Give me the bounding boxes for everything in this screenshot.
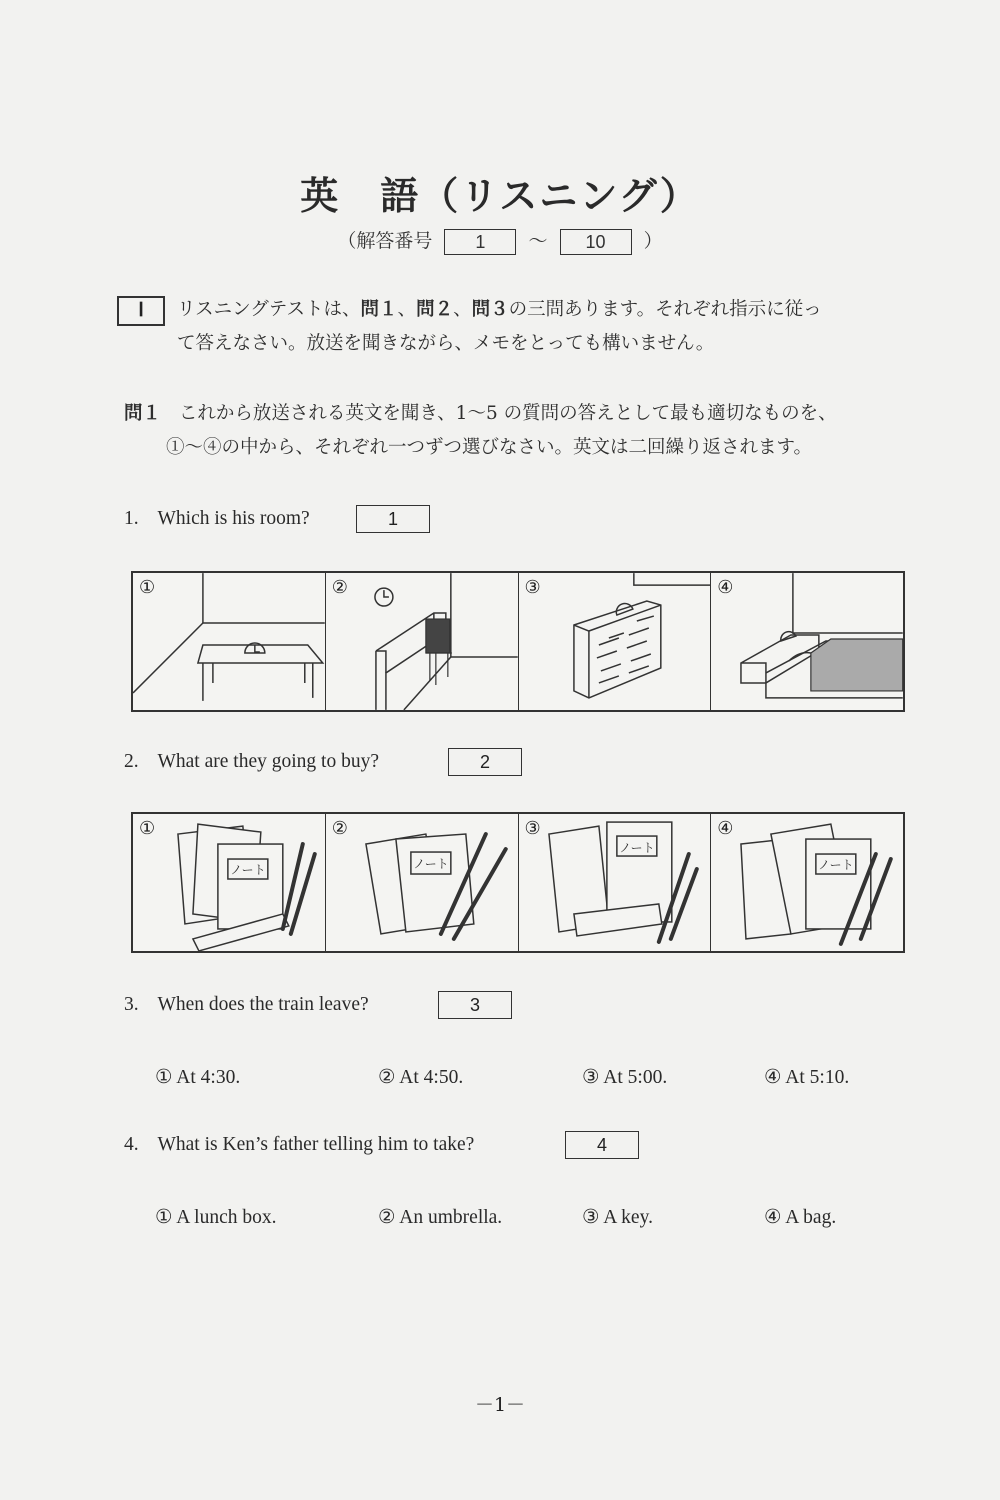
choice-mark: ③ [582,1207,600,1228]
choice-text: At 4:50. [399,1067,464,1088]
option-number: ④ [717,577,734,598]
option-number: ③ [524,577,541,598]
intro-comma: 、 [397,299,417,320]
choice-text: At 5:00. [603,1067,668,1088]
choice-mark: ② [378,1067,396,1088]
q2-option-2[interactable] [326,814,519,951]
question-3 [124,994,369,1016]
notebooks-pencils-image [711,814,903,951]
note-label: ノート [230,863,266,878]
q1-option-2[interactable] [326,573,519,710]
intro-text: の三問あります。それぞれ指示に従っ [508,299,822,320]
range-prefix: （解答番号 [337,230,433,252]
choice-mark: ③ [582,1067,600,1088]
q2-option-4[interactable] [711,814,903,951]
option-number: ④ [717,818,734,839]
question-4 [124,1134,474,1156]
choice-text: A bag. [785,1207,837,1228]
option-number: ② [331,577,348,598]
room-desk-chair-image [326,573,518,710]
question-number: 2. [124,751,139,772]
part1-instructions [124,397,837,465]
answer-box-3[interactable]: 3 [438,991,512,1019]
q4-choice-3[interactable] [582,1205,653,1229]
choice-mark: ① [155,1067,173,1088]
note-label: ノート [818,858,854,873]
notebooks-pencils-image [326,814,518,951]
section-number: Ⅰ [117,296,165,326]
q4-choice-1[interactable] [155,1205,277,1229]
note-label: ノート [412,857,449,872]
notebooks-pencils-ruler-image [133,814,325,951]
question-text: When does the train leave? [157,994,369,1015]
part1-line-1: これから放送される英文を聞き、1～5 の質問の答えとして最も適切なものを、 [178,403,837,424]
page-title: 英 語（リスニング） [300,174,700,218]
q2-option-1[interactable] [133,814,326,951]
option-number: ① [139,577,156,598]
section-instructions [177,293,822,361]
intro-comma: 、 [453,299,472,320]
notebooks-pencils-ruler-image [519,814,711,951]
part1-label: 問１ [124,403,162,424]
question-number: 1. [124,508,139,529]
q4-choice-2[interactable] [378,1205,502,1229]
intro-q2: 問２ [416,299,454,320]
answer-box-4[interactable]: 4 [565,1131,639,1159]
q1-picture-options [131,571,905,712]
answer-box-2[interactable]: 2 [448,748,522,776]
q3-choice-1[interactable] [155,1065,240,1089]
page-number: －1－ [474,1394,526,1416]
question-2 [124,751,379,773]
room-table-clock-image [133,573,325,710]
q3-choice-4[interactable] [764,1065,849,1089]
choice-mark: ② [378,1207,396,1228]
question-number: 3. [124,994,139,1015]
range-suffix: ） [643,230,663,252]
choice-text: A lunch box. [176,1207,277,1228]
part1-line-2: ①～④の中から、それぞれ一つずつ選びなさい。英文は二回繰り返されます。 [166,437,813,458]
intro-q1: 問１ [360,299,398,320]
question-text: What is Ken’s father telling him to take? [157,1134,475,1155]
q1-option-1[interactable] [133,573,326,710]
q3-choice-3[interactable] [582,1065,667,1089]
choice-text: At 5:10. [785,1067,850,1088]
choice-text: An umbrella. [399,1207,503,1228]
q2-option-3[interactable] [519,814,712,951]
q2-picture-options [131,812,905,953]
note-label: ノート [618,841,655,856]
option-number: ① [139,818,156,839]
option-number: ② [331,818,348,839]
option-number: ③ [524,818,541,839]
intro-text: リスニングテストは、 [177,299,361,320]
room-bed-clock-image [711,573,903,710]
choice-mark: ① [155,1207,173,1228]
question-text: Which is his room? [157,508,310,529]
answer-box-1[interactable]: 1 [356,505,430,533]
choice-text: A key. [603,1207,653,1228]
q1-option-3[interactable] [519,573,712,710]
q1-option-4[interactable] [711,573,903,710]
instructions-line-2: て答えなさい。放送を聞きながら、メモをとっても構いません。 [177,333,715,354]
room-dresser-clock-image [519,573,711,710]
range-start-box: 1 [444,229,516,255]
question-1 [124,508,310,530]
q4-choice-4[interactable] [764,1205,836,1229]
range-separator: ～ [528,230,548,252]
instructions-line-1 [177,293,822,327]
choice-text: At 4:30. [176,1067,241,1088]
q3-choice-2[interactable] [378,1065,463,1089]
range-end-box: 10 [560,229,632,255]
answer-number-range [0,226,1000,255]
question-number: 4. [124,1134,139,1155]
intro-q3: 問３ [471,299,509,320]
choice-mark: ④ [764,1067,782,1088]
choice-mark: ④ [764,1207,782,1228]
question-text: What are they going to buy? [157,751,379,772]
